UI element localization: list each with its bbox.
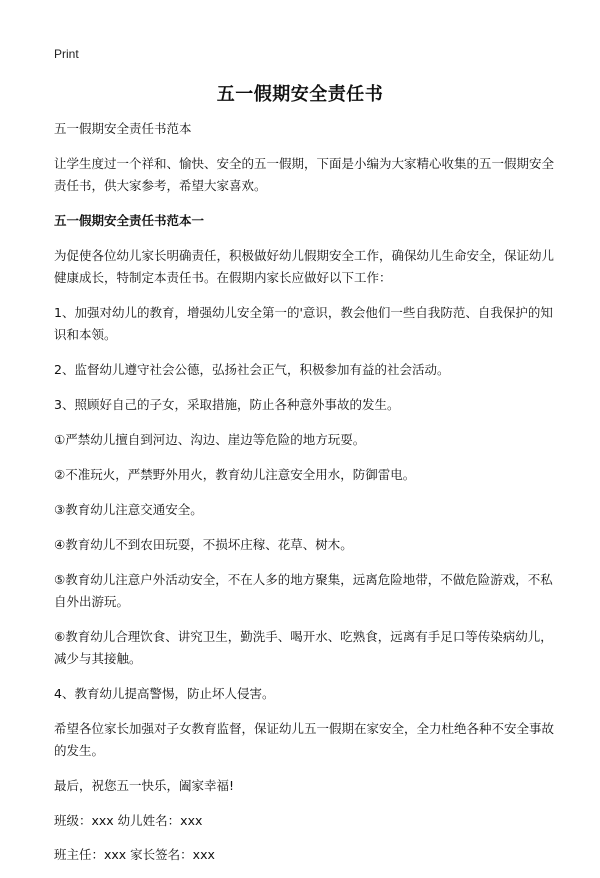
- list-item: ③教育幼儿注意交通安全。: [54, 502, 203, 517]
- intro-paragraph: 让学生度过一个祥和、愉快、安全的五一假期，下面是小编为大家精心收集的五一假期安全责任书，供大家参考，希望大家喜欢。: [54, 156, 555, 193]
- list-item: 2、监督幼儿遵守社会公德，弘扬社会正气，积极参加有益的社会活动。: [54, 362, 450, 377]
- section-heading: 五一假期安全责任书范本一: [54, 213, 205, 228]
- closing-paragraph: 希望各位家长加强对子女教育监督，保证幼儿五一假期在家安全，全力杜绝各种不安全事故的发生。: [54, 721, 555, 758]
- list-item: ④教育幼儿不到农田玩耍，不损坏庄稼、花草、树木。: [54, 537, 353, 552]
- list-item: ①严禁幼儿擅自到河边、沟边、崖边等危险的地方玩耍。: [54, 432, 366, 447]
- list-item: ⑥教育幼儿合理饮食、讲究卫生，勤洗手、喝开水、吃熟食，远离有手足口等传染病幼儿，减少与其接触。: [54, 629, 553, 666]
- signature-line-class: 班级：xxx 幼儿姓名：xxx: [54, 813, 203, 828]
- list-item: 1、加强对幼儿的教育，增强幼儿安全第一的'意识，教会他们一些自我防范、自我保护的知识和本领。: [54, 305, 553, 342]
- page-title: 五一假期安全责任书: [216, 84, 384, 105]
- list-item: ⑤教育幼儿注意户外活动安全，不在人多的地方聚集，远离危险地带，不做危险游戏，不私自外出游玩。: [54, 572, 553, 609]
- wishes-paragraph: 最后，祝您五一快乐，阖家幸福!: [54, 778, 235, 793]
- print-link[interactable]: Print: [54, 47, 79, 61]
- preface-paragraph: 为促使各位幼儿家长明确责任，积极做好幼儿假期安全工作，确保幼儿生命安全，保证幼儿健康成长，特制定本责任书。在假期内家长应做好以下工作：: [54, 248, 555, 285]
- list-item: 3、照顾好自己的子女，采取措施，防止各种意外事故的发生。: [54, 397, 400, 412]
- list-item: ②不准玩火，严禁野外用火，教育幼儿注意安全用水，防御雷电。: [54, 467, 416, 482]
- signature-line-teacher: 班主任：xxx 家长签名：xxx: [54, 847, 215, 862]
- document-body: [54, 118, 554, 878]
- list-item: 4、教育幼儿提高警惕，防止坏人侵害。: [54, 686, 275, 701]
- document-subtitle: 五一假期安全责任书范本: [54, 121, 192, 136]
